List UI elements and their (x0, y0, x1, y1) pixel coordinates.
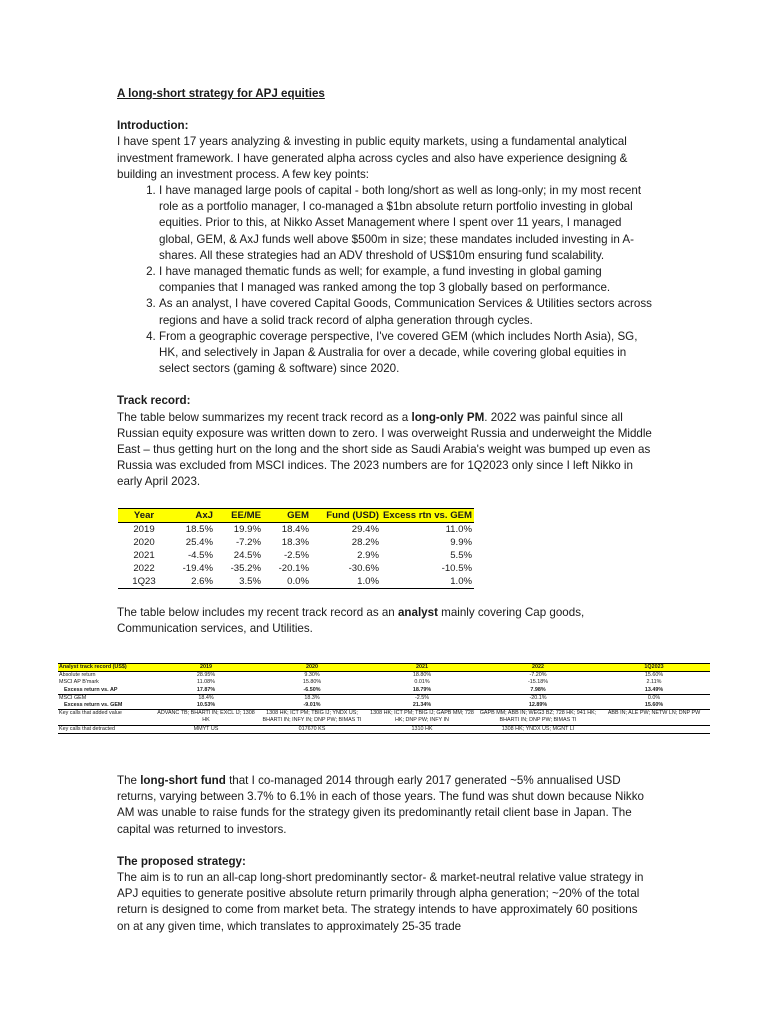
table-cell: 2021 (133, 549, 155, 561)
table-cell: 0.0% (647, 694, 661, 701)
pm-track-record-table (118, 508, 474, 589)
table-cell: 11.0% (445, 523, 473, 535)
table-cell: 5.5% (450, 549, 473, 561)
table-cell: 28.95% (196, 672, 216, 679)
table-cell: MSCI GEM (59, 694, 87, 701)
table-cell: 19.9% (233, 523, 261, 535)
table-row (58, 725, 710, 733)
key-points-list (117, 183, 653, 377)
table-cell: -20.1% (529, 694, 547, 701)
key-point: 1. I have managed large pools of capital - both long/short as well as long-only; in my most recent role as a portfolio manager, I co-managed a $1bn absolute return portfolio investing in global equities. Prior to this, at Nikko Asset Management where I spent over 11 years, I managed global, GEM, & AxJ funds well above $500m in size; these mandates included investing in A-shares. All these strategies had an ADV threshold of US$10m ensuring fund scalability. (159, 183, 653, 264)
table-row (58, 694, 710, 702)
table-row (118, 562, 474, 575)
table-cell: -2.5% (414, 694, 430, 701)
table-cell: 3.5% (215, 575, 263, 589)
strategy-heading: The proposed strategy: (117, 854, 246, 868)
column-header: Excess rtn vs. GEM (383, 509, 473, 521)
document-body-continued (117, 773, 653, 935)
table-cell: 12.89% (478, 702, 598, 710)
table-cell: 29.4% (351, 523, 379, 535)
table-cell: 15.60% (644, 672, 664, 679)
table-row (118, 549, 474, 562)
column-header: GEM (263, 508, 311, 522)
table-cell: 18.3% (281, 536, 309, 548)
analyst-intro-paragraph (117, 605, 653, 637)
table-cell: -35.2% (230, 562, 261, 574)
table-cell: 25.4% (185, 536, 213, 548)
table-cell: 0.01% (414, 679, 430, 686)
column-header: EE/ME (215, 508, 263, 522)
table-cell: -2.5% (283, 549, 309, 561)
column-header: 2022 (478, 664, 598, 672)
table-cell: -15.18% (527, 679, 549, 686)
table-cell: 2022 (133, 562, 155, 574)
table-cell: 18.4% (198, 694, 214, 701)
table-row (58, 710, 710, 725)
table-cell: 15.80% (302, 679, 322, 686)
table-cell: 1.0% (381, 575, 474, 589)
table-cell: 9.30% (304, 672, 320, 679)
table-cell: MMYT US (154, 725, 258, 733)
table-cell: 10.53% (154, 702, 258, 710)
table-cell: ABB IN; ALE PW; NETW LN; DNP PW (598, 710, 710, 725)
text-run: The table below summarizes my recent track record as a (117, 410, 412, 424)
table-cell: -19.4% (182, 562, 213, 574)
column-header: 2020 (258, 664, 366, 672)
table-cell: 18.80% (412, 672, 432, 679)
table-cell: Excess return vs. AP (58, 687, 154, 695)
table-cell: ADVANC TB; BHARTI IN; EXCL IJ; 1308 HK (154, 710, 258, 725)
table-cell: Key calls that added value (58, 710, 154, 725)
table-row (58, 672, 710, 680)
table-cell: MSCI AP B'mark (59, 679, 99, 686)
table-cell: 2019 (133, 523, 155, 535)
column-header: 2019 (154, 664, 258, 672)
table-cell: 18.5% (185, 523, 213, 535)
text-run: mainly covering Cap goods, Communication services, and Utilities. (117, 605, 585, 635)
table-cell: Excess return vs. GEM (58, 702, 154, 710)
table-cell: 2.6% (170, 575, 215, 589)
long-short-fund-paragraph (117, 773, 653, 838)
table-cell: 7.98% (478, 687, 598, 695)
text-run-bold: analyst (397, 605, 438, 619)
table-cell: -7.2% (235, 536, 261, 548)
table-cell: 1308 HK; ICT PM; TBIG IJ; YNDX US; BHARTI IN; INFY IN; DNP PW; BIMAS TI (258, 710, 366, 725)
table-row (58, 679, 710, 686)
strategy-paragraph: The aim is to run an all-cap long-short predominantly sector- & market-neutral relative value strategy in APJ equities to generate positive absolute return primarily through alpha generation; ~20% of the total return is designed to come from market beta. The strategy intends to have approximately 60 positions on at any given time, which translates to approximately 25-35 trade (117, 871, 644, 933)
table-cell: 15.60% (598, 702, 710, 710)
table-row (118, 522, 474, 536)
table-cell: 24.5% (233, 549, 261, 561)
text-run-bold: long-short fund (140, 774, 226, 787)
table-cell: 11.08% (197, 679, 215, 686)
text-run-bold: long-only PM (411, 410, 485, 424)
table-cell: GAPB MM; ABB IN; WEG3 BZ; 728 HK; 941 HK; BHARTI IN; DNP PW; BIMAS TI (479, 710, 597, 724)
table-cell: 1Q23 (118, 575, 170, 589)
table-cell: 17.87% (154, 687, 258, 695)
column-header: 2021 (366, 664, 478, 672)
table-cell: 18.4% (281, 523, 309, 535)
document-title: A long-short strategy for APJ equities (117, 87, 325, 100)
table-row (118, 575, 474, 589)
table-cell: -7.20% (529, 672, 547, 679)
table-cell: Absolute return (59, 672, 96, 679)
table-cell: 21.34% (366, 702, 478, 710)
analyst-track-record-table (58, 663, 710, 734)
track-record-heading: Track record: (117, 394, 191, 408)
table-cell: -20.1% (278, 562, 309, 574)
table-cell: 18.79% (366, 687, 478, 695)
text-run: The (117, 774, 141, 787)
intro-paragraph: I have spent 17 years analyzing & investing in public equity markets, using a fundamental analytical investment framework. I have generated alpha across cycles and also have experience designing & building an investment process. A few key points: (117, 135, 628, 181)
table-cell: -4.5% (187, 549, 213, 561)
text-run: . 2022 was painful since all Russian equity exposure was written down to zero. I was overweight Russia and underweight the Middle East – thus getting hurt on the long and the short side as Saudi Arabia's weight was bumped up even as Russia was excluded from MSCI indices. The 2023 numbers are for 1Q2023 only since I left Nikko in early April 2023. (117, 410, 652, 489)
table-cell: -6.50% (258, 687, 366, 695)
table-cell: -10.5% (441, 562, 473, 574)
column-header: Analyst track record (US$) (58, 664, 154, 672)
table-cell: 1310 HK (366, 725, 478, 733)
analyst-track-record-section (58, 663, 710, 734)
column-header: 1Q2023 (598, 664, 710, 672)
table-cell: 1308 HK; ICT PM; TBIG IJ; GAPB MM; 728 HK; DNP PW; INFY IN (366, 710, 478, 725)
column-header: AxJ (170, 508, 215, 522)
column-header: Fund (USD) (311, 508, 381, 522)
table-row (58, 702, 710, 710)
table-cell: 2.11% (646, 679, 662, 686)
table-cell: 9.9% (450, 536, 473, 548)
table-cell: 0.0% (263, 575, 311, 589)
table-cell: 13.49% (598, 687, 710, 695)
table-row (118, 536, 474, 549)
table-row (58, 687, 710, 695)
table-header-row (58, 664, 710, 672)
table-cell: 28.2% (351, 536, 379, 548)
table-cell: 1.0% (311, 575, 381, 589)
table-cell: Key calls that detracted (58, 725, 154, 733)
table-cell: 18.3% (304, 694, 320, 701)
text-run: that I co-managed 2014 through early 2017 generated ~5% annualised USD returns, varying between 3.7% to 6.1% in each of those years. The fund was shut down because Nikko AM was unable to raise funds for the strategy given its predominantly retail client base in Japan. The capital was returned to investors. (117, 774, 644, 836)
key-point: 4. From a geographic coverage perspective, I've covered GEM (which includes North Asia), SG, HK, and selectively in Japan & Australia for over a decade, while covering global equities in select sectors (gaming & software) since 2020. (159, 329, 653, 378)
table-cell: 1308 HK; YNDX US; MGNT LI (478, 725, 598, 733)
table-header-row (118, 508, 474, 522)
text-run: The table below includes my recent track record as an (117, 605, 398, 619)
column-header: Year (118, 508, 170, 522)
key-point: 3. As an analyst, I have covered Capital Goods, Communication Services & Utilities sectors across regions and have a solid track record of alpha generation through cycles. (159, 296, 653, 328)
table-cell: -30.6% (348, 562, 379, 574)
table-cell: -9.01% (258, 702, 366, 710)
key-point: 2. I have managed thematic funds as well; for example, a fund investing in global gaming companies that I managed was ranked among the top 3 globally based on performance. (159, 264, 653, 296)
table-cell: 2020 (133, 536, 155, 548)
table-cell (598, 725, 710, 733)
intro-heading: Introduction: (117, 119, 189, 133)
table-cell: 2.9% (357, 549, 379, 561)
document-body (117, 86, 653, 637)
table-cell: 017670 KS (258, 725, 366, 733)
track-record-paragraph (117, 410, 653, 491)
